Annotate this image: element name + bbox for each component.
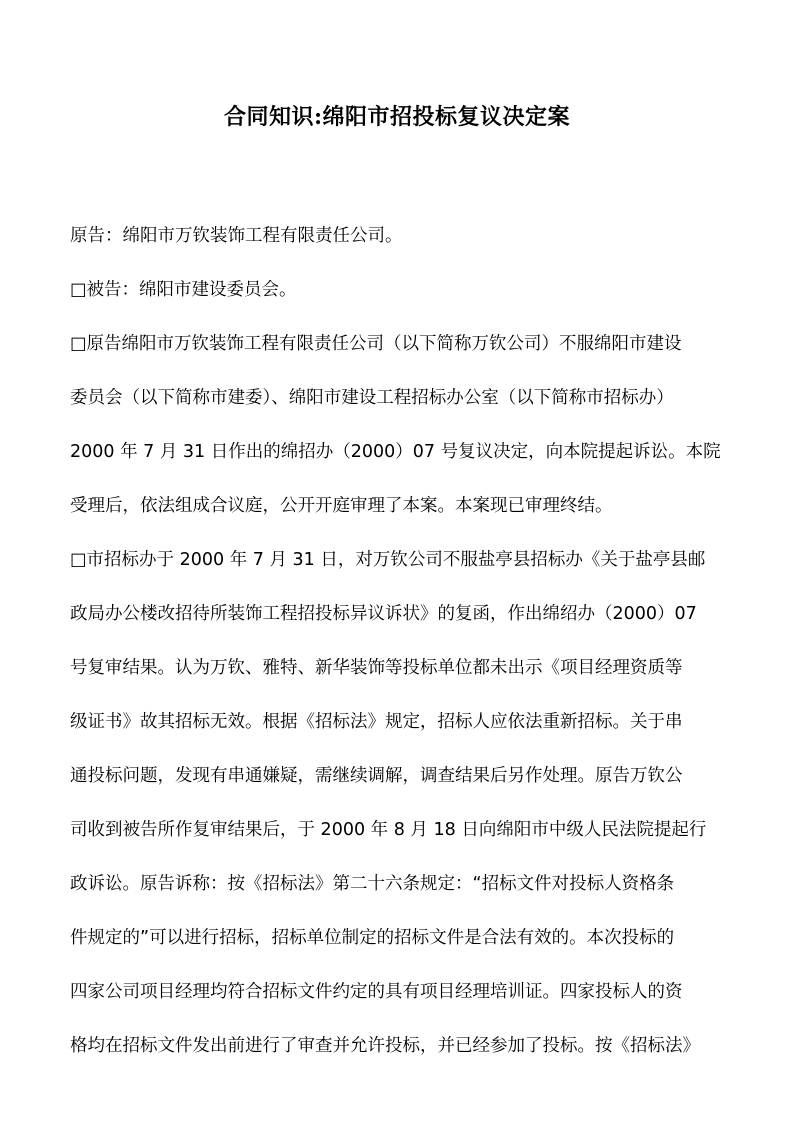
text-line: 件规定的”可以进行招标，招标单位制定的招标文件是合法有效的。本次投标的 <box>70 928 675 948</box>
text-line: 司收到被告所作复审结果后，于 2000 年 8 月 18 日向绵阳市中级人民法院提起行 <box>70 820 707 840</box>
text-line: 委员会（以下简称市建委）、绵阳市建设工程招标办公室（以下简称市招标办） <box>70 388 674 408</box>
text-line: 四家公司项目经理均符合招标文件约定的具有项目经理培训证。四家投标人的资 <box>70 982 683 1002</box>
text-line: □市招标办于 2000 年 7 月 31 日，对万钦公司不服盐亭县招标办《关于盐亭县邮 <box>70 550 706 570</box>
document-body <box>70 214 738 1078</box>
text-line: 号复审结果。认为万钦、雅特、新华装饰等投标单位都未出示《项目经理资质等 <box>70 658 683 678</box>
text-line: 受理后，依法组成合议庭，公开开庭审理了本案。本案现已审理终结。 <box>70 496 613 516</box>
text-line: 政诉讼。原告诉称：按《招标法》第二十六条规定：“招标文件对投标人资格条 <box>70 874 675 894</box>
text-line: 通投标问题，发现有串通嫌疑，需继续调解，调查结果后另作处理。原告万钦公 <box>70 766 683 786</box>
text-line: 格均在招标文件发出前进行了审查并允许投标，并已经参加了投标。按《招标法》 <box>70 1036 700 1056</box>
text-line: 政局办公楼改招待所装饰工程招投标异议诉状》的复函，作出绵绍办（2000）07 <box>70 604 697 624</box>
text-line: □原告绵阳市万钦装饰工程有限责任公司（以下简称万钦公司）不服绵阳市建设 <box>70 334 682 354</box>
text-line: 原告：绵阳市万钦装饰工程有限责任公司。 <box>70 226 403 246</box>
text-line: 级证书》故其招标无效。根据《招标法》规定，招标人应依法重新招标。关于串 <box>70 712 683 732</box>
text-line: □被告：绵阳市建设委员会。 <box>70 280 297 300</box>
document-title: 合同知识:绵阳市招投标复议决定案 <box>223 104 571 130</box>
text-line: 2000 年 7 月 31 日作出的绵招办（2000）07 号复议决定，向本院提起诉讼。本院 <box>70 442 721 462</box>
